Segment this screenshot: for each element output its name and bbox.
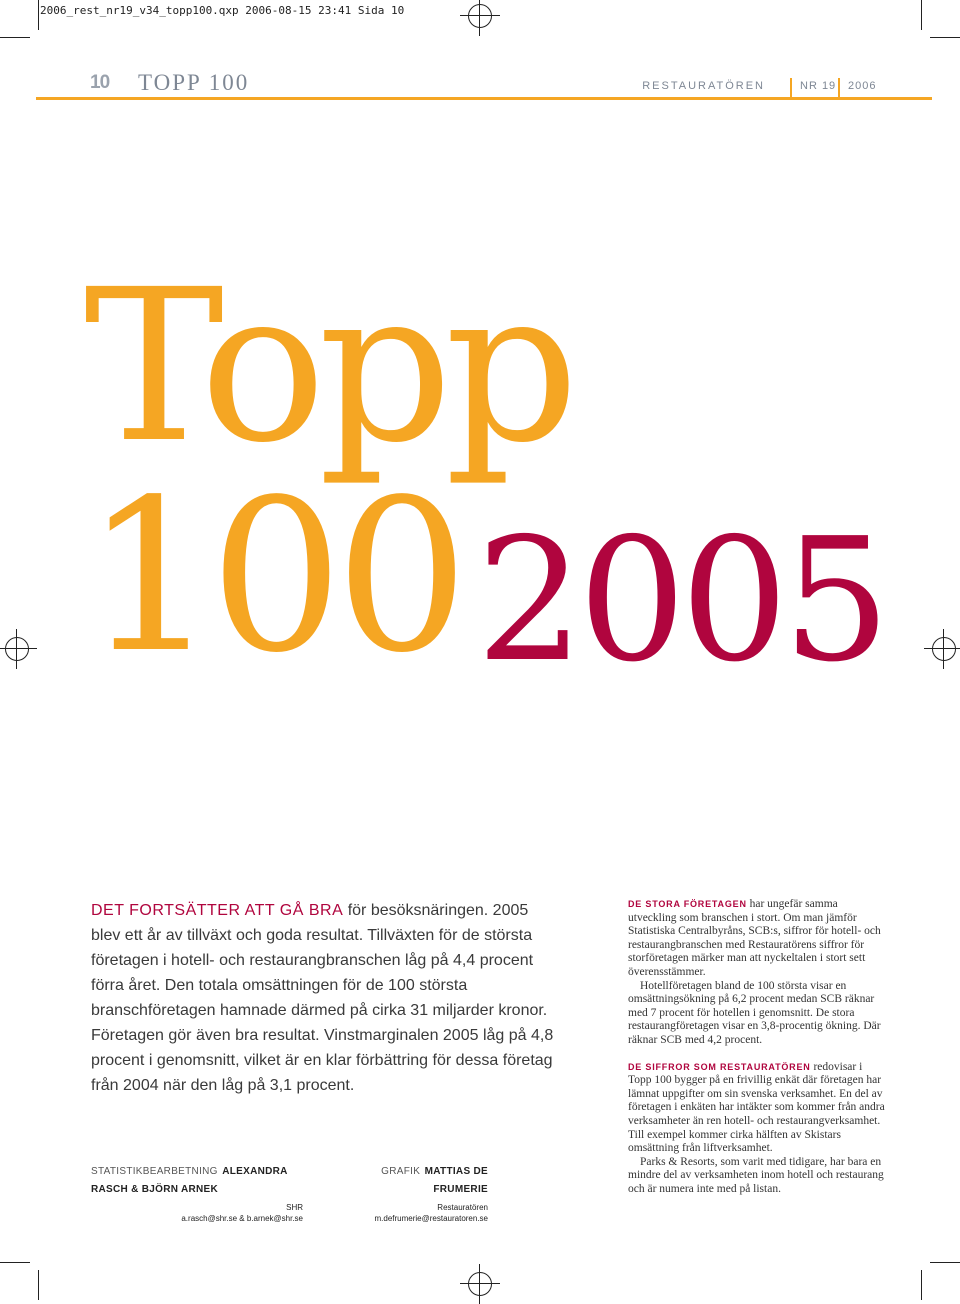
page-number: 10 <box>90 72 110 93</box>
registration-mark <box>5 637 29 661</box>
stats-names: ALEXANDRA RASCH & BJÖRN ARNEK <box>91 1166 288 1195</box>
intro-lead: DET FORTSÄTTER ATT GÅ BRA <box>91 902 344 919</box>
crop-mark <box>921 1270 922 1300</box>
crop-mark <box>930 1262 960 1263</box>
stats-credit <box>91 1161 303 1223</box>
stats-email: a.rasch@shr.se & b.arnek@shr.se <box>181 1214 303 1223</box>
column-lead: DE SIFFROR SOM RESTAURATÖREN <box>628 1061 811 1072</box>
crop-mark <box>38 0 39 30</box>
intro-paragraph <box>91 898 561 1098</box>
graphic-email: m.defrumerie@restauratoren.se <box>374 1214 488 1223</box>
graphic-label: GRAFIK <box>381 1166 421 1177</box>
stats-label: STATISTIKBEARBETNING <box>91 1166 218 1177</box>
column-lead: DE STORA FÖRETAGEN <box>628 899 747 909</box>
article-column <box>628 898 886 1196</box>
graphic-org: Restauratören <box>437 1203 488 1212</box>
graphic-credit <box>368 1161 488 1223</box>
section-title: TOPP 100 <box>138 70 250 95</box>
intro-text: för besöksnäringen. 2005 blev ett år av tillväxt och goda resultat. Tillväxten för de största företagen i hotell- och restaurangbranschen låg på 4,4 procent förra året. Den totala omsättningen för de 100 största branschföretagen hamnade därmed på cirka 31 miljarder kronor. Företagen gör även bra resultat. Vinstmarginalen 2005 låg på 4,8 procent i genomsnitt, vilket är en klar förbättring för dessa företag från 2004 när den låg på 3,1 procent. <box>91 902 554 1094</box>
column-paragraph: Hotellföretagen bland de 100 största visar en omsättningsökning på 6,2 procent medan SCB räknar med 7 procent för hotellen i genomsnitt. De stora restaurangföretagen visar en 3,8-procentig ökning. Där räknar SCB med 4,2 procent. <box>628 979 881 1046</box>
header-divider <box>790 78 792 98</box>
column-paragraph: DE STORA FÖRETAGEN har ungefär samma utveckling som branschen i stort. Om man jämför Statistiska Centralbyråns, SCB:s, siffror för hotell- och restaurangbranschen med Restauratörens siffror för storföretagen märker man att nyckeltalen i stort sett överensstämmer. <box>628 898 881 978</box>
print-slug: 2006_rest_nr19_v34_topp100.qxp 2006-08-15 23:41 Sida 10 <box>40 4 405 17</box>
publication-name: RESTAURATÖREN <box>642 80 765 92</box>
crop-mark <box>38 1270 39 1300</box>
main-title: Topp 100 <box>84 244 572 699</box>
column-paragraph: DE SIFFROR SOM RESTAURATÖREN redovisar i Topp 100 bygger på en frivillig enkät där företagen har lämnat uppgifter om sin svenska verksamhet. En del av företagen i enkäten har intäkter som kommer från andra verksamheter än ren hotell- och restaurangverksamhet. Till exempel kommer cirka hälften av Skistars omsättning från liftverksamhet. <box>628 1060 885 1155</box>
crop-mark <box>0 37 30 38</box>
crop-mark <box>0 1262 30 1263</box>
header-rule <box>36 97 932 100</box>
column-paragraph: Parks & Resorts, som varit med tidigare, har bara en mindre del av verksamheten inom hotell och restaurang och är numera inte med på listan. <box>628 1155 884 1195</box>
graphic-name: MATTIAS DE FRUMERIE <box>424 1166 488 1195</box>
header-divider <box>838 78 840 98</box>
registration-mark <box>468 1272 492 1296</box>
stats-org: SHR <box>286 1203 303 1212</box>
main-year: 2005 <box>476 502 885 700</box>
issue-number: NR 19 <box>800 80 837 92</box>
crop-mark <box>921 0 922 30</box>
registration-mark <box>468 4 492 28</box>
crop-mark <box>930 37 960 38</box>
issue-year: 2006 <box>848 80 877 92</box>
